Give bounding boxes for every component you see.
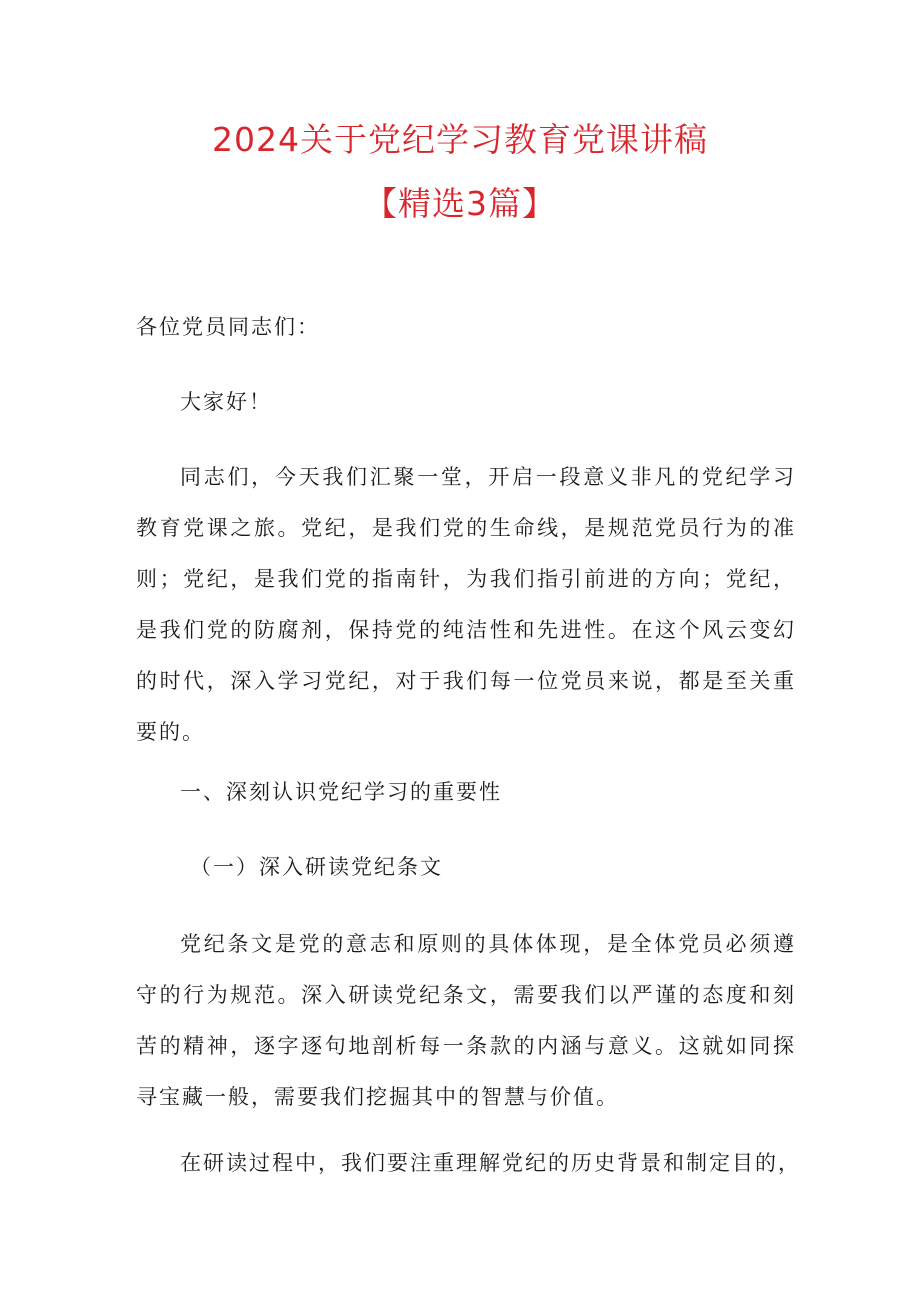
- paragraph-line: 是我们党的防腐剂，保持党的纯洁性和先进性。在这个风云变幻: [136, 618, 796, 642]
- subsection-heading: （一）深入研读党纪条文: [190, 855, 443, 879]
- paragraph-line: 在研读过程中，我们要注重理解党纪的历史背景和制定目的，: [180, 1151, 801, 1175]
- paragraph-line: 的时代，深入学习党纪，对于我们每一位党员来说，都是至关重: [136, 669, 796, 693]
- paragraph-line: 则；党纪，是我们党的指南针，为我们指引前进的方向；党纪，: [136, 567, 796, 591]
- paragraph-line: 要的。: [136, 720, 205, 744]
- document-title: 2024关于党纪学习教育党课讲稿: [212, 120, 708, 159]
- greeting: 大家好！: [180, 390, 272, 414]
- paragraph-line: 教育党课之旅。党纪，是我们党的生命线，是规范党员行为的准: [136, 516, 796, 540]
- paragraph-line: 党纪条文是党的意志和原则的具体体现，是全体党员必须遵: [180, 932, 796, 956]
- paragraph-line: 寻宝藏一般，需要我们挖掘其中的智慧与价值。: [136, 1085, 619, 1109]
- salutation: 各位党员同志们：: [136, 315, 320, 339]
- paragraph-line: 守的行为规范。深入研读党纪条文，需要我们以严谨的态度和刻: [136, 983, 796, 1007]
- paragraph-intro: [136, 462, 796, 768]
- paragraph-study-process: [136, 1148, 801, 1199]
- paragraph-line: 同志们，今天我们汇聚一堂，开启一段意义非凡的党纪学习: [180, 465, 796, 489]
- section-heading: 一、深刻认识党纪学习的重要性: [180, 780, 502, 804]
- paragraph-articles: [136, 929, 796, 1133]
- paragraph-line: 苦的精神，逐字逐句地剖析每一条款的内涵与意义。这就如同探: [136, 1034, 796, 1058]
- document-subtitle: 【精选3篇】: [364, 184, 556, 223]
